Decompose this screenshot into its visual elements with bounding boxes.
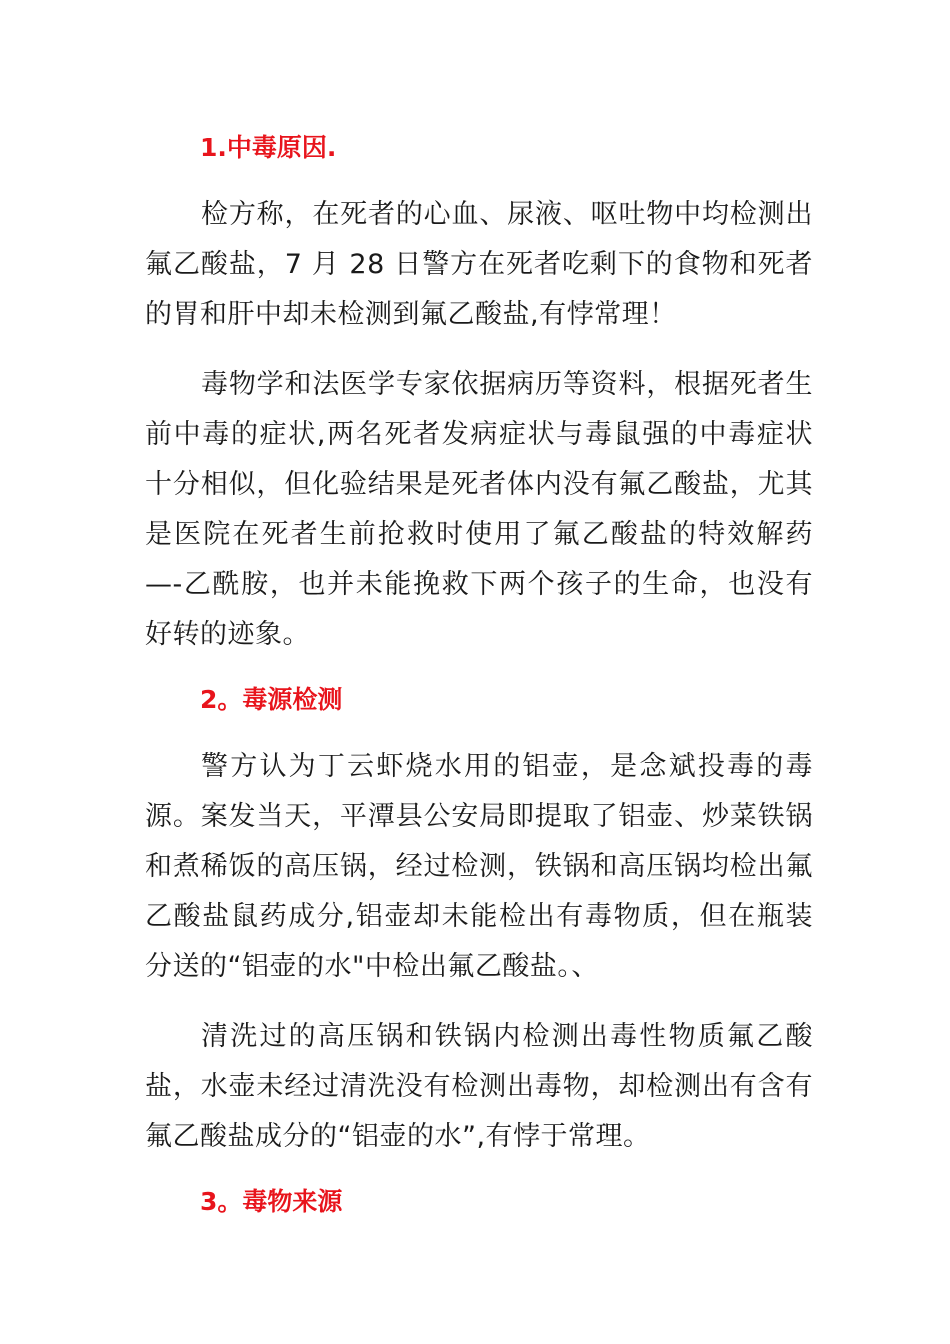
section-poisoning-cause bbox=[145, 128, 813, 660]
section-heading: 3。毒物来源 bbox=[200, 1187, 343, 1216]
paragraph: 警方认为丁云虾烧水用的铝壶，是念斌投毒的毒源。案发当天，平潭县公安局即提取了铝壶、炒菜铁锅和煮稀饭的高压锅，经过检测，铁锅和高压锅均检出氟乙酸盐鼠药成分,铝壶却未能检出有毒物质，但在瓶装分送的“铝壶的水"中检出氟乙酸盐。、 bbox=[145, 751, 813, 982]
section-heading: 2。毒源检测 bbox=[200, 685, 343, 714]
section-poison-source-test bbox=[145, 680, 813, 1162]
document-body bbox=[145, 128, 813, 1244]
section-heading: 1.中毒原因. bbox=[200, 133, 337, 162]
paragraph: 检方称，在死者的心血、尿液、呕吐物中均检测出氟乙酸盐，7 月 28 日警方在死者吃剩下的食物和死者的胃和肝中却未检测到氟乙酸盐,有悖常理！ bbox=[145, 199, 813, 330]
paragraph: 清洗过的高压锅和铁锅内检测出毒性物质氟乙酸盐，水壶未经过清洗没有检测出毒物，却检测出有含有氟乙酸盐成分的“铝壶的水”,有悖于常理。 bbox=[145, 1021, 813, 1152]
paragraph: 毒物学和法医学专家依据病历等资料，根据死者生前中毒的症状,两名死者发病症状与毒鼠强的中毒症状十分相似，但化验结果是死者体内没有氟乙酸盐，尤其是医院在死者生前抢救时使用了氟乙酸盐的特效解药—-乙酰胺，也并未能挽救下两个孩子的生命，也没有好转的迹象。 bbox=[145, 369, 813, 650]
section-poison-origin bbox=[145, 1182, 813, 1222]
